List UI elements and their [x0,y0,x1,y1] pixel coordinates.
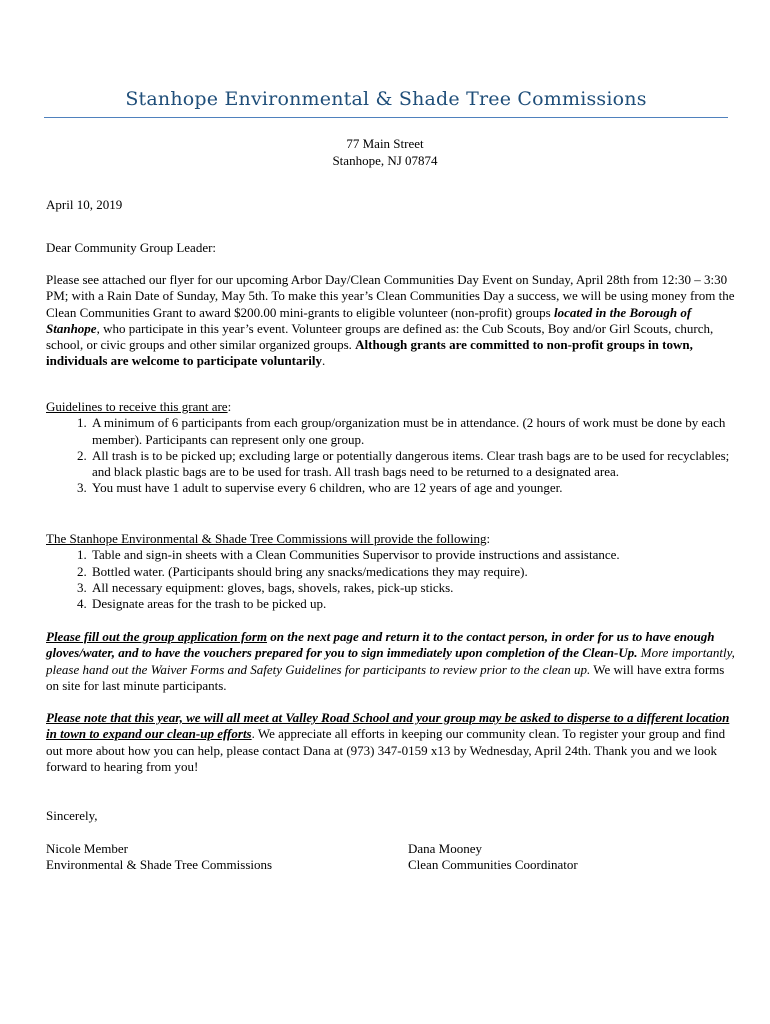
intro-text-1: Please see attached our flyer for our upcoming Arbor Day/Clean Communities Day Event on Sunday, April 28th from 12:30 – 3:30 PM; with a Rain Date of Sunday, May 5th. To make this year’s Clean Communities Day a success, we will be using money from the Clean Communities Grant to award $200.00 mini-grants to eligible volunteer (non-profit) groups [46,272,735,320]
contact-text: . We appreciate all efforts in keeping our community clean. To register your group and find out more about how you can help, please contact Dana at (973) 347-0159 x13 by Wednesday, April 24th. Thank you and we look forward to hearing from you! [46,726,726,774]
guidelines-heading [46,399,736,415]
list-item: 3. All necessary equipment: gloves, bags, shovels, rakes, pick-up sticks. [90,580,736,596]
letter-date: April 10, 2019 [46,197,123,212]
address-block [0,135,770,169]
list-item: 1. Table and sign-in sheets with a Clean Communities Supervisor to provide instructions and assistance. [90,547,736,563]
waiver-text: More importantly, please hand out the Waiver Forms and Safety Guidelines for participants to review prior to the clean up. [46,645,735,677]
guidelines-list [46,415,736,496]
signer-title: Clean Communities Coordinator [408,857,578,873]
signer-name: Dana Mooney [408,841,483,856]
guidelines-heading-colon: : [227,399,232,414]
signature-right [408,841,738,874]
address-street: 77 Main Street [346,136,424,151]
guidelines-section [46,399,736,497]
provided-heading-colon: : [486,531,491,546]
address-city: Stanhope, NJ 07874 [332,153,438,168]
list-item: 2. Bottled water. (Participants should bring any snacks/medications they may require). [90,564,736,580]
guidelines-heading-text: Guidelines to receive this grant are [46,399,228,414]
list-item: 3. You must have 1 adult to supervise every 6 children, who are 12 years of age and younger. [90,480,736,496]
extra-forms-text: We will have extra forms on site for last minute participants. [46,661,725,693]
intro-text-3: . [322,353,326,369]
intro-paragraph [46,272,736,370]
signature-left [46,841,376,874]
letterhead-title: Stanhope Environmental & Shade Tree Commissions [44,86,728,118]
application-instruction: Please fill out the group application form [46,629,268,644]
list-item: 1. A minimum of 6 participants from each group/organization must be in attendance. (2 hours of work must be done by each member). Participants can represent only one group. [90,415,736,448]
meeting-notice: Please note that this year, we will all meet at Valley Road School and your group may be asked to disperse to a different location in town to expand our clean-up efforts [46,710,730,742]
application-paragraph [46,629,736,694]
intro-emphasis-location: located in the Borough of Stanhope [46,304,692,336]
meeting-paragraph [46,710,736,775]
provided-heading [46,531,736,547]
list-item: 2. All trash is to be picked up; excluding large or potentially dangerous items. Clear trash bags are to be used for recyclables; and black plastic bags are to be used for trash. All trash bags need to be returned to a designated area. [90,448,736,481]
application-text-bold: on the next page and return it to the contact person, in order for us to have enough gloves/water, and to have the vouchers prepared for you to sign immediately upon completion of the Clean-Up. [46,629,715,661]
provided-heading-text: The Stanhope Environmental & Shade Tree Commissions will provide the following [46,531,487,546]
intro-emphasis-individuals: Although grants are committed to non-profit groups in town, individuals are welcome to participate voluntarily [46,337,693,369]
intro-text-2: , who participate in this year’s event. Volunteer groups are defined as: the Cub Scouts, Boy and/or Girl Scouts, church, school, or civic groups and other similar organized groups. [46,320,714,353]
signer-title: Environmental & Shade Tree Commissions [46,857,273,873]
provided-list [46,547,736,612]
closing: Sincerely, [46,808,98,823]
list-item: 4. Designate areas for the trash to be picked up. [90,596,736,612]
salutation: Dear Community Group Leader: [46,240,217,255]
signer-name: Nicole Member [46,841,128,856]
provided-section [46,531,736,612]
